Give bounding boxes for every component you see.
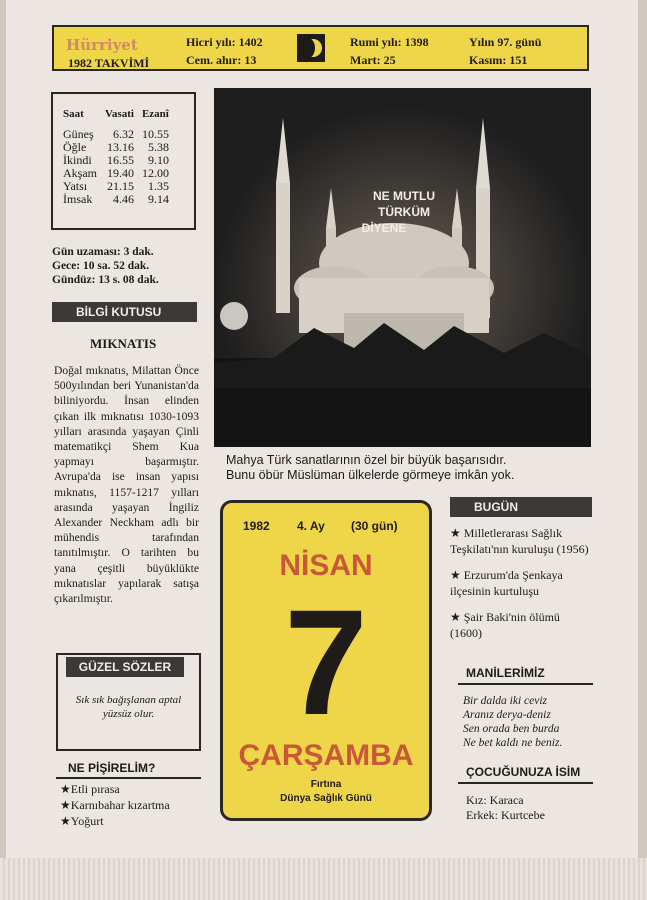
manilerimiz-title: MANİLERİMİZ [466, 666, 545, 680]
prayer-name: İmsak [63, 192, 93, 206]
mani-line: Sen orada ben burda [463, 723, 560, 735]
vasati-time: 13.16 [106, 140, 134, 154]
mani-line: Bir dalda iki ceviz [463, 695, 547, 707]
article-body: Doğal mıknatıs, Milattan Önce 500yılından beri Yunanistan'da biliniyordu. İnsan elinden çıkan ilk mıknatısı 1030-1093 yılları arasında yaşayan Çinli matematikçi Shem Kua yapmayı başarmıştır. Avrupa'da ise insan yapısı mıknatıs, 1157-1217 yılları arasında yaşayan İngiliz Alexander Neckham adlı bir mühendis tarafından tanıtılmıştır. O tarihten bu yana çeşitli büyüklükte mıknatıslar yapılarak satışa çıkarılmıştır. [54, 364, 199, 606]
kasim-day: Kasım: 151 [469, 53, 528, 67]
guzel-sozler-box [56, 653, 201, 751]
col-header-saat: Saat [63, 108, 84, 120]
calendar-note-2: Dünya Sağlık Günü [280, 793, 372, 804]
divider [458, 782, 593, 784]
prayer-name: Yatsı [63, 179, 88, 193]
calendar-day-number: 7 [284, 578, 368, 746]
caption-line-1: Mahya Türk sanatlarının özel bir büyük başarısıdır. [226, 453, 507, 467]
mani-text [463, 694, 562, 750]
bugun-list [450, 525, 592, 651]
col-header-vasati: Vasati [105, 108, 134, 120]
vasati-time: 16.55 [106, 153, 134, 167]
newspaper-logo: Hürriyet [66, 36, 138, 54]
ezani-time: 5.38 [147, 140, 169, 154]
ne-pisirelim-title: NE PİŞİRELİM? [68, 761, 156, 775]
divider [458, 683, 593, 685]
mahya-line-2: TÜRKÜM [378, 205, 430, 219]
caption-line-2: Bunu öbür Müslüman ülkelerde görmeye imkân yok. [226, 468, 515, 482]
mahya-line-3: DİYENE [361, 221, 407, 235]
calendar-month-name: NİSAN [279, 549, 373, 582]
prayer-name: İkindi [63, 153, 92, 167]
list-item: ★Etli pırasa [60, 782, 120, 796]
vasati-time: 4.46 [112, 192, 134, 206]
gun-uzamasi: Gün uzaması: 3 dak. [52, 246, 154, 258]
calendar-weekday: ÇARŞAMBA [238, 739, 414, 772]
ezani-time: 9.10 [147, 153, 169, 167]
vasati-time: 21.15 [106, 179, 134, 193]
prayer-name: Öğle [63, 140, 87, 154]
calendar-note-1: Fırtına [310, 779, 342, 790]
bugun-band: BUGÜN [450, 497, 592, 517]
mahya-line-1: NE MUTLU [373, 189, 435, 203]
day-of-year: Yılın 97. günü [469, 35, 542, 49]
vasati-time: 19.40 [106, 166, 134, 180]
prayer-name: Akşam [63, 166, 97, 180]
calendar-label: 1982 TAKVİMİ [68, 56, 150, 70]
calendar-year: 1982 [243, 519, 270, 533]
list-item: ★ Erzurum'da Şenkaya ilçesinin kurtuluşu [450, 568, 563, 598]
table-row [59, 193, 173, 206]
mosque-illustration [214, 88, 591, 447]
rumi-year: Rumi yılı: 1398 [350, 35, 429, 49]
recipe-list [60, 781, 170, 829]
list-item: ★ Milletlerarası Sağlık Teşkilatı'nın kuruluşu (1956) [450, 526, 589, 556]
prayer-name: Güneş [63, 127, 94, 141]
cem-ahir: Cem. ahır: 13 [186, 53, 257, 67]
hicri-year: Hicri yılı: 1402 [186, 35, 263, 49]
gece-suresi: Gece: 10 sa. 52 dak. [52, 260, 150, 272]
gunduz-suresi: Gündüz: 13 s. 08 dak. [52, 274, 159, 286]
photo-caption [226, 453, 514, 483]
mosque-photo [214, 88, 591, 447]
mani-line: Aranız derya-deniz [463, 709, 551, 721]
ezani-time: 9.14 [147, 192, 169, 206]
calendar-days-count: (30 gün) [351, 519, 398, 533]
cocugunuza-isim-title: ÇOCUĞUNUZA İSİM [466, 765, 581, 779]
mani-line: Ne bet kaldı ne beniz. [463, 737, 563, 749]
article-title: MIKNATIS [90, 336, 157, 351]
divider [56, 777, 201, 779]
boy-name: Erkek: Kurtcebe [466, 808, 545, 822]
ezani-time: 12.00 [141, 166, 169, 180]
ezani-time: 10.55 [141, 127, 169, 141]
bilgi-kutusu-band: BİLGİ KUTUSU [52, 302, 197, 322]
header-bar [52, 25, 589, 71]
calendar-month-number: 4. Ay [297, 519, 325, 533]
list-item: ★ Şair Baki'nin ölümü (1600) [450, 610, 560, 640]
col-header-ezani: Ezanî [141, 108, 169, 120]
list-item: ★Yoğurt [60, 814, 104, 828]
girl-name: Kız: Karaca [466, 793, 524, 807]
list-item: ★Karnıbahar kızartma [60, 798, 170, 812]
day-length [52, 245, 159, 287]
moon-phase-icon [297, 34, 325, 62]
isim-list [466, 793, 545, 823]
mart-day: Mart: 25 [350, 53, 396, 67]
torn-page-edge [0, 858, 647, 900]
daily-calendar-card [220, 500, 432, 821]
prayer-times-box [51, 92, 196, 230]
guzel-soz-text: Sık sık bağışlanan aptal yüzsüz olur. [75, 694, 182, 720]
ezani-time: 1.35 [147, 179, 169, 193]
guzel-sozler-band: GÜZEL SÖZLER [66, 657, 184, 677]
vasati-time: 6.32 [112, 127, 134, 141]
